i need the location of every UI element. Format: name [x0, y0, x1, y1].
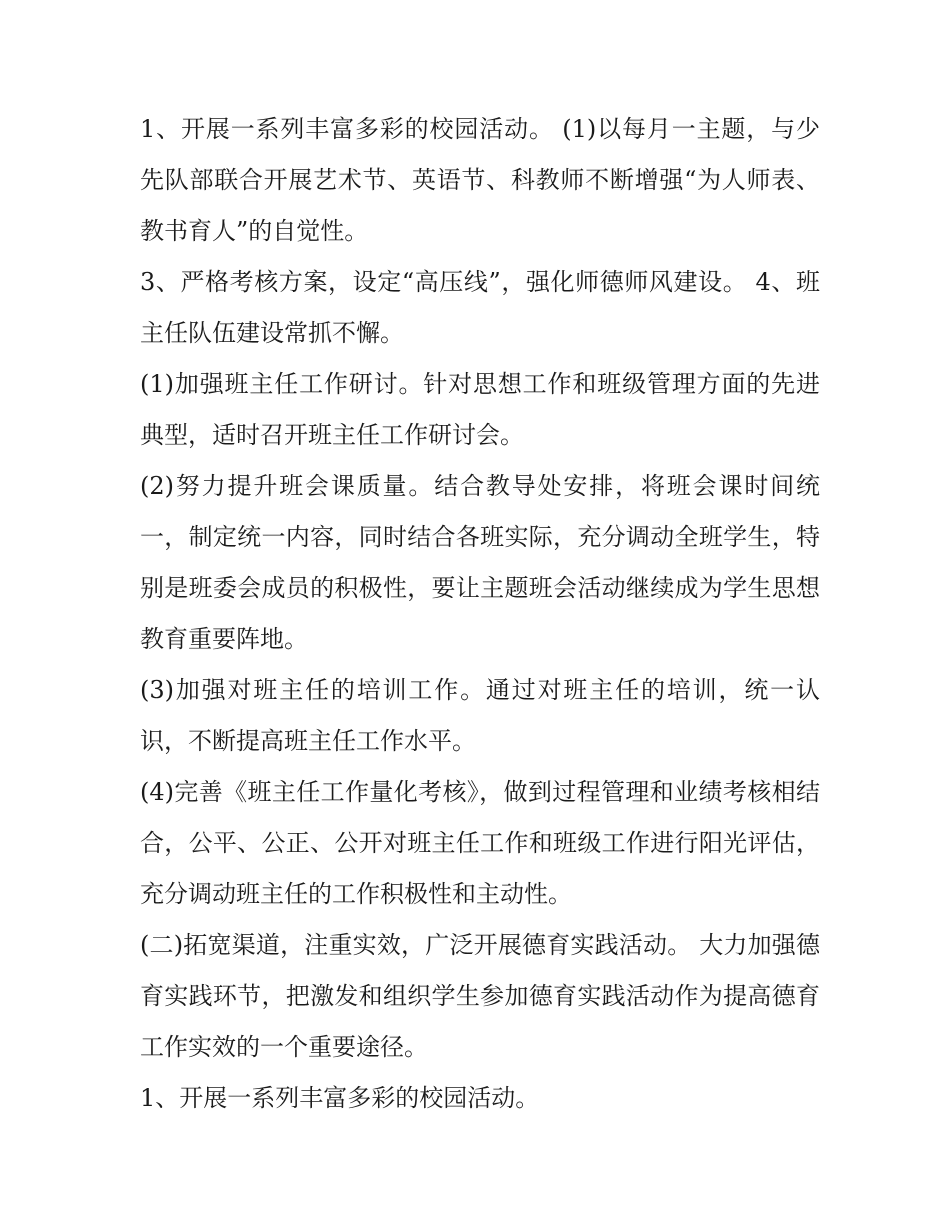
paragraph: (二)拓宽渠道，注重实效，广泛开展德育实践活动。 大力加强德育实践环节，把激发和组织学生参加德育实践活动作为提高德育工作实效的一个重要途径。	[140, 931, 820, 1061]
paragraph: (3)加强对班主任的培训工作。通过对班主任的培训，统一认识，不断提高班主任工作水平。	[140, 676, 820, 755]
paragraph: (1)加强班主任工作研讨。针对思想工作和班级管理方面的先进典型，适时召开班主任工作研讨会。	[140, 370, 820, 449]
paragraph: (4)完善《班主任工作量化考核》，做到过程管理和业绩考核相结合，公平、公正、公开对班主任工作和班级工作进行阳光评估，充分调动班主任的工作积极性和主动性。	[140, 778, 820, 908]
paragraph: 3、严格考核方案，设定“高压线”，强化师德师风建设。 4、班主任队伍建设常抓不懈。	[140, 268, 820, 347]
paragraph: 1、开展一系列丰富多彩的校园活动。	[140, 1084, 540, 1112]
paragraph: (2)努力提升班会课质量。结合教导处安排，将班会课时间统一，制定统一内容，同时结合各班实际，充分调动全班学生，特别是班委会成员的积极性，要让主题班会活动继续成为学生思想教育重要阵地。	[140, 472, 820, 653]
paragraph: 1、开展一系列丰富多彩的校园活动。 (1)以每月一主题，与少先队部联合开展艺术节、英语节、科教师不断增强“为人师表、教书育人”的自觉性。	[140, 115, 820, 245]
document-body	[140, 104, 820, 1124]
